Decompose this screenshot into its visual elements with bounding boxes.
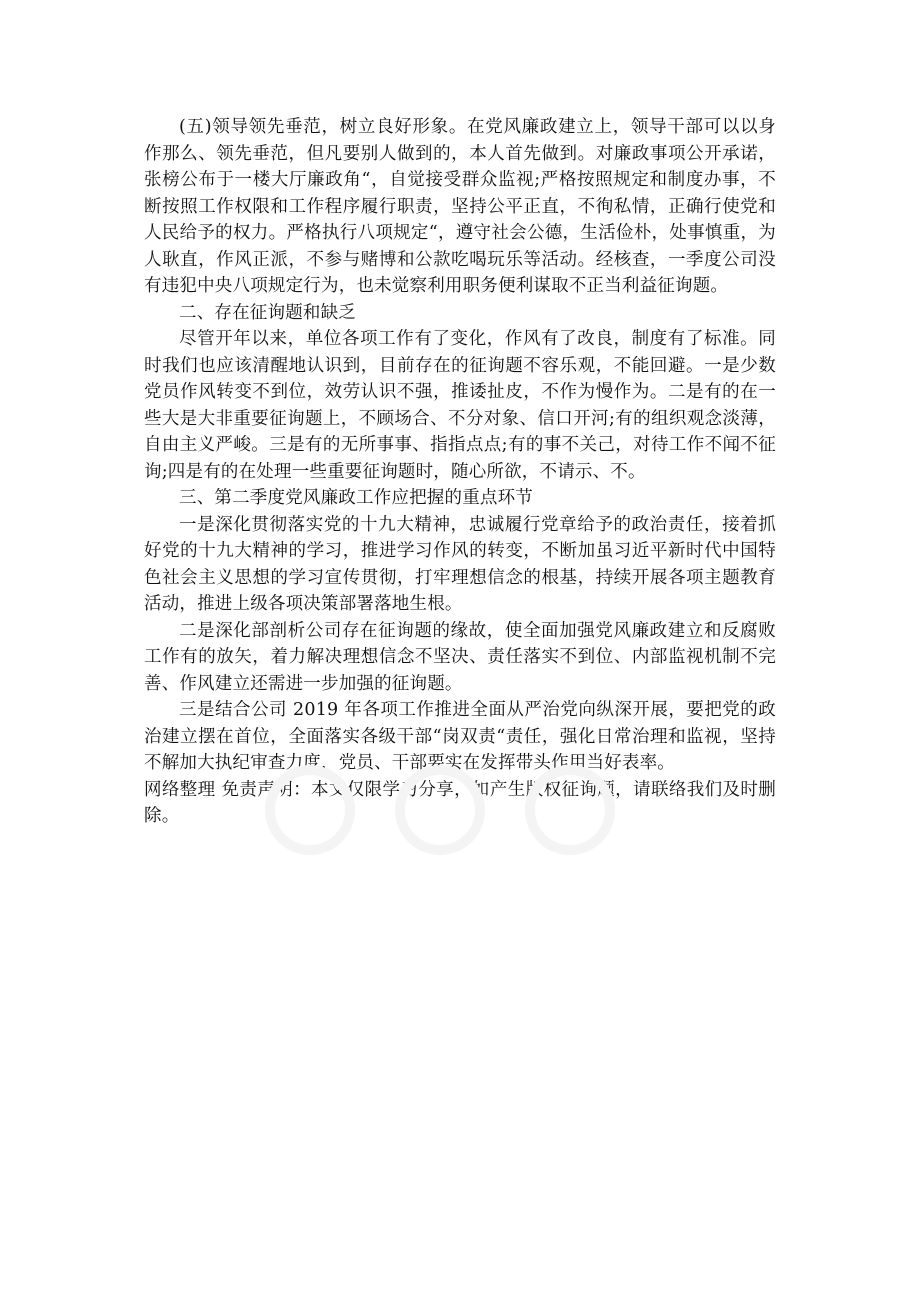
document-body [144,114,776,830]
paragraph-point-one: 一是深化贯彻落实党的十九大精神，忠诚履行党章给予的政治责任，接着抓好党的十九大精神的学习，推进学习作风的转变，不断加虽习近平新时代中国特色社会主义思想的学习宣传贯彻，打牢理想信念的根基，持续开展各项主题教育活动，推进上级各项决策部署落地生根。 [144,514,776,614]
paragraph-point-three: 三是结合公司 2019 年各项工作推进全面从严治党向纵深开展，要把党的政治建立摆在首位，全面落实各级干部“岗双责“责任，强化日常治理和监视，坚持不解加大执纪审查力度，党员、干部要实在发挥带头作用当好表率。 [144,700,776,773]
section-heading-problems: 二、存在征询题和缺乏 [179,302,356,323]
paragraph-point-two: 二是深化部剖析公司存在征询题的缘故，使全面加强党风廉政建立和反腐败工作有的放矢，着力解决理想信念不坚决、责任落实不到位、内部监视机制不完善、作风建立还需进一步加强的征询题。 [144,620,776,694]
section-heading-key-points: 三、第二季度党风廉政工作应把握的重点环节 [179,488,533,508]
paragraph-leadership-example: (五)领导领先垂范，树立良好形象。在党风廉政建立上，领导干部可以以身作那么、领先垂范，但凡要别人做到的，本人首先做到。对廉政事项公开承诺，张榜公布于一楼大厅廉政角“，自觉接受群众监视;严格按照规定和制度办事，不断按照工作权限和工作程序履行职责，坚持公平正直，不徇私情，正确行使党和人民给予的权力。严格执行八项规定“，遵守社会公德，生活俭朴，处事慎重，为人耿直，作风正派，不参与赌博和公款吃喝玩乐等活动。经核查，一季度公司没有违犯中央八项规定行为，也未觉察利用职务便利谋取不正当利益征询题。 [144,117,776,296]
paragraph-problems: 尽管开年以来，单位各项工作有了变化，作风有了改良，制度有了标准。同时我们也应该清醒地认识到，目前存在的征询题不容乐观，不能回避。一是少数党员作风转变不到位，效劳认识不强，推诿扯皮，不作为慢作为。二是有的在一些大是大非重要征询题上，不顾场合、不分对象、信口开河;有的组织观念淡薄，自由主义严峻。三是有的无所事事、指指点点;有的事不关己，对待工作不闻不征询;四是有的在处理一些重要征询题时，随心所欲，不请示、不。 [144,329,776,482]
disclaimer-text: 网络整理 免责声明：本文仅限学习分享，如产生版权征询题，请联络我们及时删除。 [144,779,776,826]
